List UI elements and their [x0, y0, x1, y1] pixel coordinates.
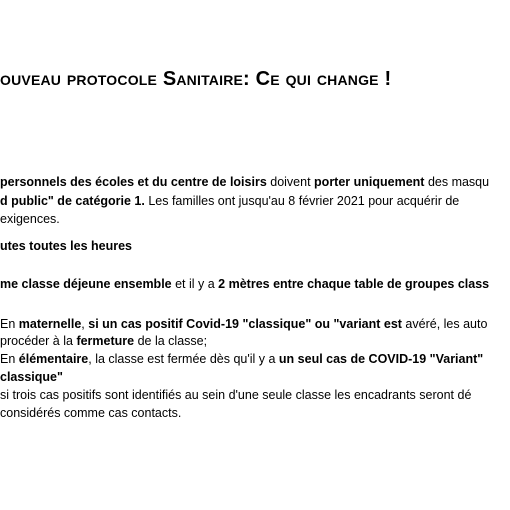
text-bold: me classe déjeune ensemble	[0, 277, 172, 291]
text-bold: fermeture	[76, 334, 135, 348]
para2-line1	[0, 238, 132, 254]
page-title: ouveau protocole Sanitaire: Ce qui change !	[0, 68, 392, 90]
text-bold: si un cas positif Covid-19 "classique" ou "variant est	[88, 317, 402, 331]
para4-line6	[0, 405, 181, 421]
text: des masqu	[424, 175, 490, 189]
text-bold: classique"	[0, 370, 63, 384]
para4-line2	[0, 333, 207, 349]
text: Les familles ont jusqu'au 8 février 2021 pour acquérir de	[144, 194, 460, 208]
text-bold: d public" de catégorie 1.	[0, 194, 145, 208]
para1-line3	[0, 211, 60, 227]
para3-line1	[0, 276, 489, 292]
text: ,	[81, 317, 89, 331]
text: avéré, les auto	[401, 317, 488, 331]
text: procéder à la	[0, 334, 77, 348]
text: doivent	[266, 175, 315, 189]
text: et il y a	[171, 277, 219, 291]
text: de la classe;	[134, 334, 208, 348]
text-bold: élémentaire	[18, 352, 89, 366]
text-bold: personnels des écoles et du centre de loisirs	[0, 175, 267, 189]
text-bold: maternelle	[18, 317, 82, 331]
text-bold: un seul cas de COVID-19 "Variant"	[278, 352, 484, 366]
text: En	[0, 352, 19, 366]
para4-line4	[0, 369, 63, 385]
text: En	[0, 317, 19, 331]
text-bold: 2 mètres entre chaque table de groupes class	[218, 277, 490, 291]
text-bold: porter uniquement	[314, 175, 425, 189]
text: considérés comme cas contacts.	[0, 406, 182, 420]
text: exigences.	[0, 212, 60, 226]
text: si trois cas positifs sont identifiés au sein d'une seule classe les encadrants seront dé	[0, 388, 472, 402]
para1-line1	[0, 174, 489, 190]
text: , la classe est fermée dès qu'il y a	[88, 352, 279, 366]
text-bold: utes toutes les heures	[0, 239, 132, 253]
para4-line3	[0, 351, 483, 367]
para4-line1	[0, 316, 487, 332]
para4-line5	[0, 387, 471, 403]
para1-line2	[0, 193, 459, 209]
